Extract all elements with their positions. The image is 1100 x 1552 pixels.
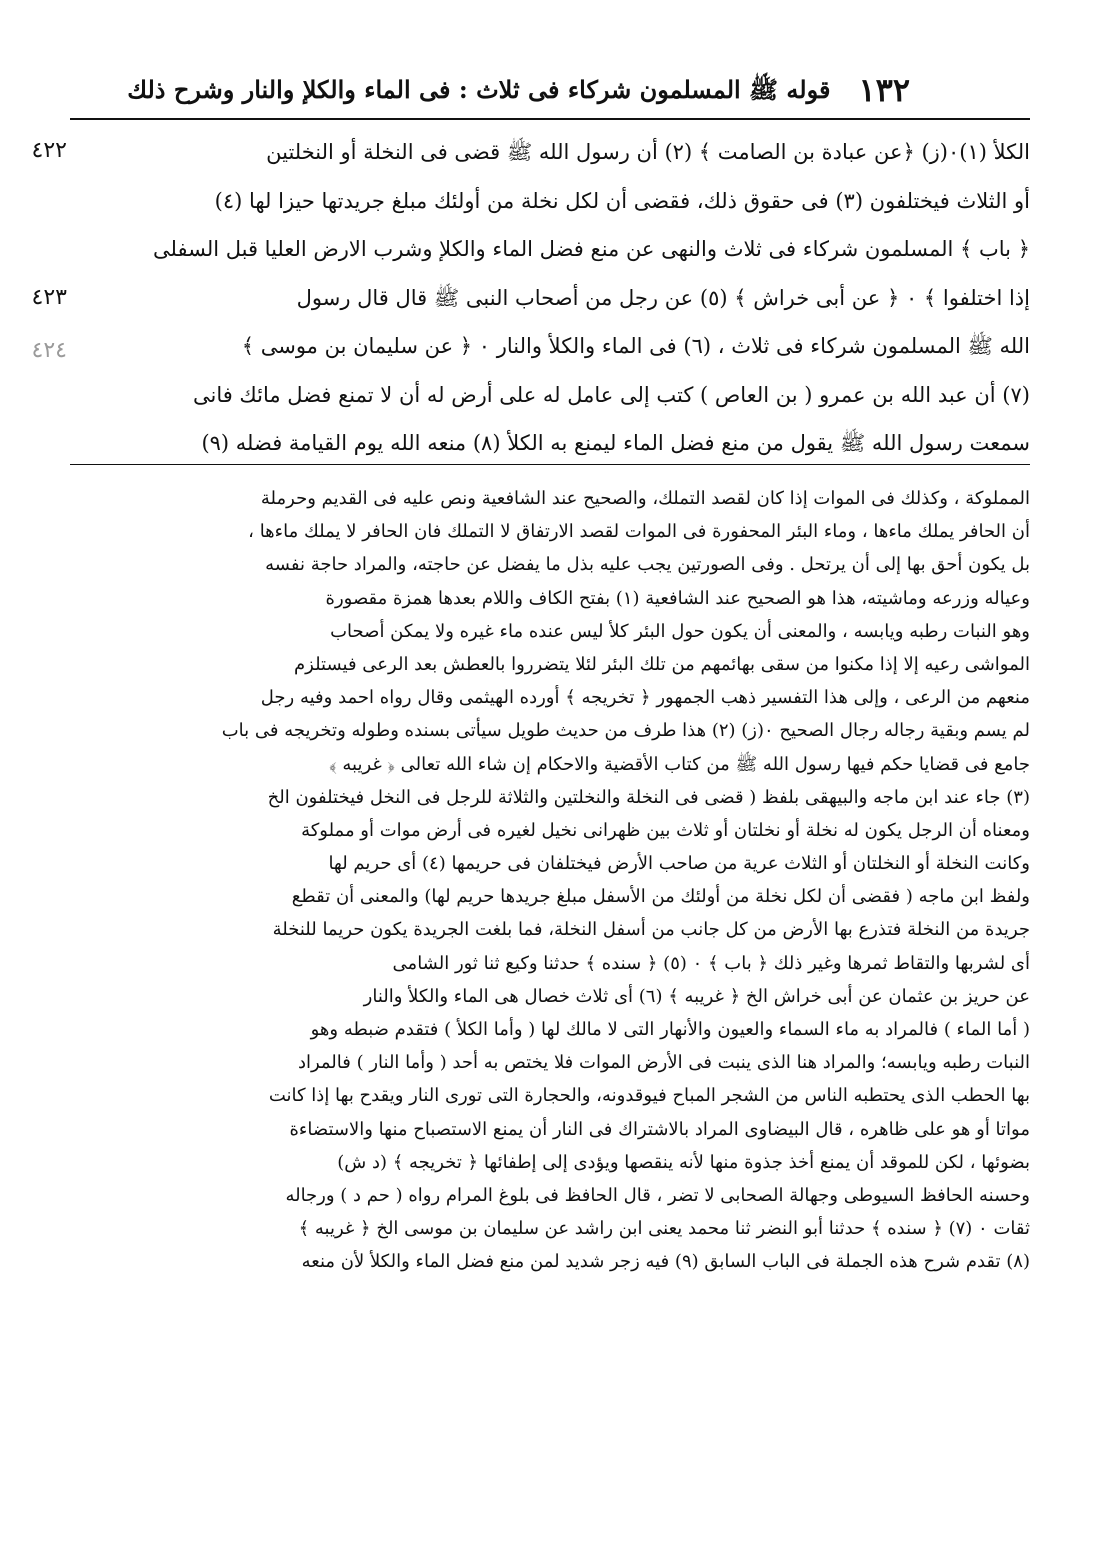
page-number: ١٣٢ <box>858 71 910 109</box>
footnote-line: عن حريز بن عثمان عن أبى خراش الخ ﴿ غريبه ﴾ (٦) أى ثلاث خصال هى الماء والكلأ والنار <box>363 985 1030 1007</box>
footnote-line: وعياله وزرعه وماشيته، هذا هو الصحيح عند الشافعية (١) بفتح الكاف واللام بعدها همزة مقصورة <box>325 587 1030 609</box>
footnotes <box>75 482 1030 1279</box>
footnote-line: (٣) جاء عند ابن ماجه والبيهقى بلفظ ( قضى فى النخلة والنخلتين والثلاثة للرجل فى النخل فيختلفون الخ <box>267 786 1030 808</box>
running-title: قوله ﷺ المسلمون شركاء فى ثلاث : فى الماء والكلإ والنار وشرح ذلك <box>127 75 831 104</box>
footnote-line: النبات رطبه ويابسه؛ والمراد هنا الذى ينبت فى الأرض الموات فلا يختص به أحد ( وأما النار ) فالمراد <box>297 1052 1030 1074</box>
footnote-line: وهو النبات رطبه ويابسه ، والمعنى أن يكون حول البئر كلأ ليس عنده ماء غيره ولا يمكن أصحاب <box>330 620 1030 642</box>
footnote-line: بضوئها ، لكن للموقد أن يمنع أخذ جذوة منها لأنه ينقصها ويؤدى إلى إطفائها ﴿ تخريجه ﴾ (د ش) <box>337 1151 1030 1173</box>
footnote-separator <box>70 464 1030 465</box>
footnote-line: وحسنه الحافظ السيوطى وجهالة الصحابى لا تضر ، قال الحافظ فى بلوغ المرام رواه ( حم د ) ورجاله <box>285 1184 1030 1206</box>
main-text-line: الكلأ (١)٠(ز) ﴿عن عبادة بن الصامت ﴾ (٢) أن رسول الله ﷺ قضى فى النخلة أو النخلتين <box>266 140 1030 164</box>
footnote-line: منعهم من الرعى ، وإلى هذا التفسير ذهب الجمهور ﴿ تخريجه ﴾ أورده الهيثمى وقال رواه احمد وفيه رجل <box>260 687 1030 709</box>
main-text-line: ﴿ باب ﴾ المسلمون شركاء فى ثلاث والنهى عن منع فضل الماء والكلإ وشرب الارض العليا قبل السفلى <box>153 237 1030 261</box>
hadith-number: ٤٢٣ <box>31 285 67 310</box>
footnote-line: أن الحافر يملك ماءها ، وماء البئر المحفورة فى الموات لقصد الارتفاق لا التملك فان الحافر لا يملك ماءها ، <box>248 521 1030 543</box>
footnote-line: لم يسم وبقية رجاله رجال الصحيح ٠(ز) (٢) هذا طرف من حديث طويل سيأتى بسنده وطوله وتخريجه فى باب <box>221 720 1030 742</box>
footnote-line: أى لشربها والتقاط ثمرها وغير ذلك ﴿ باب ﴾ ٠ (٥) ﴿ سنده ﴾ حدثنا وكيع ثنا ثور الشامى <box>392 952 1030 974</box>
footnote-line: ثقات ٠ (٧) ﴿ سنده ﴾ حدثنا أبو النضر ثنا محمد يعنى ابن راشد عن سليمان بن موسى الخ ﴿ غريبه ﴾ <box>298 1218 1030 1240</box>
footnote-line: المملوكة ، وكذلك فى الموات إذا كان لقصد التملك، والصحيح عند الشافعية ونص عليه فى القديم وحرملة <box>260 488 1030 509</box>
main-text-line: (٧) أن عبد الله بن عمرو ( بن العاص ) كتب إلى عامل له على أرض له أن لا تمنع فضل مائك فانى <box>192 382 1030 407</box>
footnote-line: ( أما الماء ) فالمراد به ماء السماء والعيون والأنهار التى لا مالك لها ( وأما الكلأ ) فتقدم ضبطه وهو <box>310 1019 1030 1040</box>
page-header <box>127 70 910 118</box>
main-text-line: الله ﷺ المسلمون شركاء فى ثلاث ، (٦) فى الماء والكلأ والنار ٠ ﴿ عن سليمان بن موسى ﴾ <box>241 334 1030 358</box>
main-hadith-text <box>75 128 1030 468</box>
footnote-line: وكانت النخلة أو النخلتان أو الثلاث عرية من صاحب الأرض فيختلفان فى حريمها (٤) أى حريم لها <box>328 853 1030 875</box>
footnote-line: (٨) تقدم شرح هذه الجملة فى الباب السابق (٩) فيه زجر شديد لمن منع فضل الماء والكلأ لأن منعه <box>301 1251 1030 1273</box>
footnote-line: مواتا أو هو على ظاهره ، قال البيضاوى المراد بالاشتراك فى النار أن يمنع الاستصباح منها والاستضاءة <box>289 1118 1030 1140</box>
footnote-line: جريدة من النخلة فتذرع بها الأرض من كل جانب من أسفل النخلة، فما بلغت الجريدة يكون حريما للنخلة <box>272 919 1030 941</box>
main-text-line: أو الثلاث فيختلفون (٣) فى حقوق ذلك، فقضى أن لكل نخلة من أولئك مبلغ جريدتها حيزا لها (٤) <box>214 188 1030 213</box>
main-text-line: إذا اختلفوا ﴾ ٠ ﴿ عن أبى خراش ﴾ (٥) عن رجل من أصحاب النبى ﷺ قال قال رسول <box>296 285 1030 310</box>
footnote-line: المواشى رعيه إلا إذا مكنوا من سقى بهائمهم من تلك البئر لئلا يتضرروا بالعطش بعد الرعى فيستلزم <box>294 653 1030 675</box>
footnote-line: بها الحطب الذى يحتطبه الناس من الشجر المباح فيوقدونه، والحجارة التى تورى النار ويقدح بها إذا كانت <box>268 1085 1030 1107</box>
main-text-line: سمعت رسول الله ﷺ يقول من منع فضل الماء ليمنع به الكلأ (٨) منعه الله يوم القيامة فضله (٩) <box>201 431 1030 455</box>
footnote-line: ولفظ ابن ماجه ( فقضى أن لكل نخلة من أولئك من الأسفل مبلغ جريدها حريم لها) والمعنى أن تقطع <box>291 886 1030 908</box>
footnote-line: ومعناه أن الرجل يكون له نخلة أو نخلتان أو ثلاث بين ظهرانى نخيل لغيره فى أرض موات أو مملوكة <box>301 819 1030 841</box>
header-rule <box>70 118 1030 120</box>
footnote-line: بل يكون أحق بها إلى أن يرتحل . وفى الصورتين يجب عليه بذل ما يفضل عن حاجته، والمراد حاجة نفسه <box>265 554 1030 576</box>
hadith-number: ٤٢٤ <box>31 338 67 363</box>
hadith-number: ٤٢٢ <box>31 138 67 163</box>
footnote-line: جامع فى قضايا حكم فيها رسول الله ﷺ من كتاب الأقضية والاحكام إن شاء الله تعالى ﴿ غريبه ﴾ <box>329 753 1030 775</box>
